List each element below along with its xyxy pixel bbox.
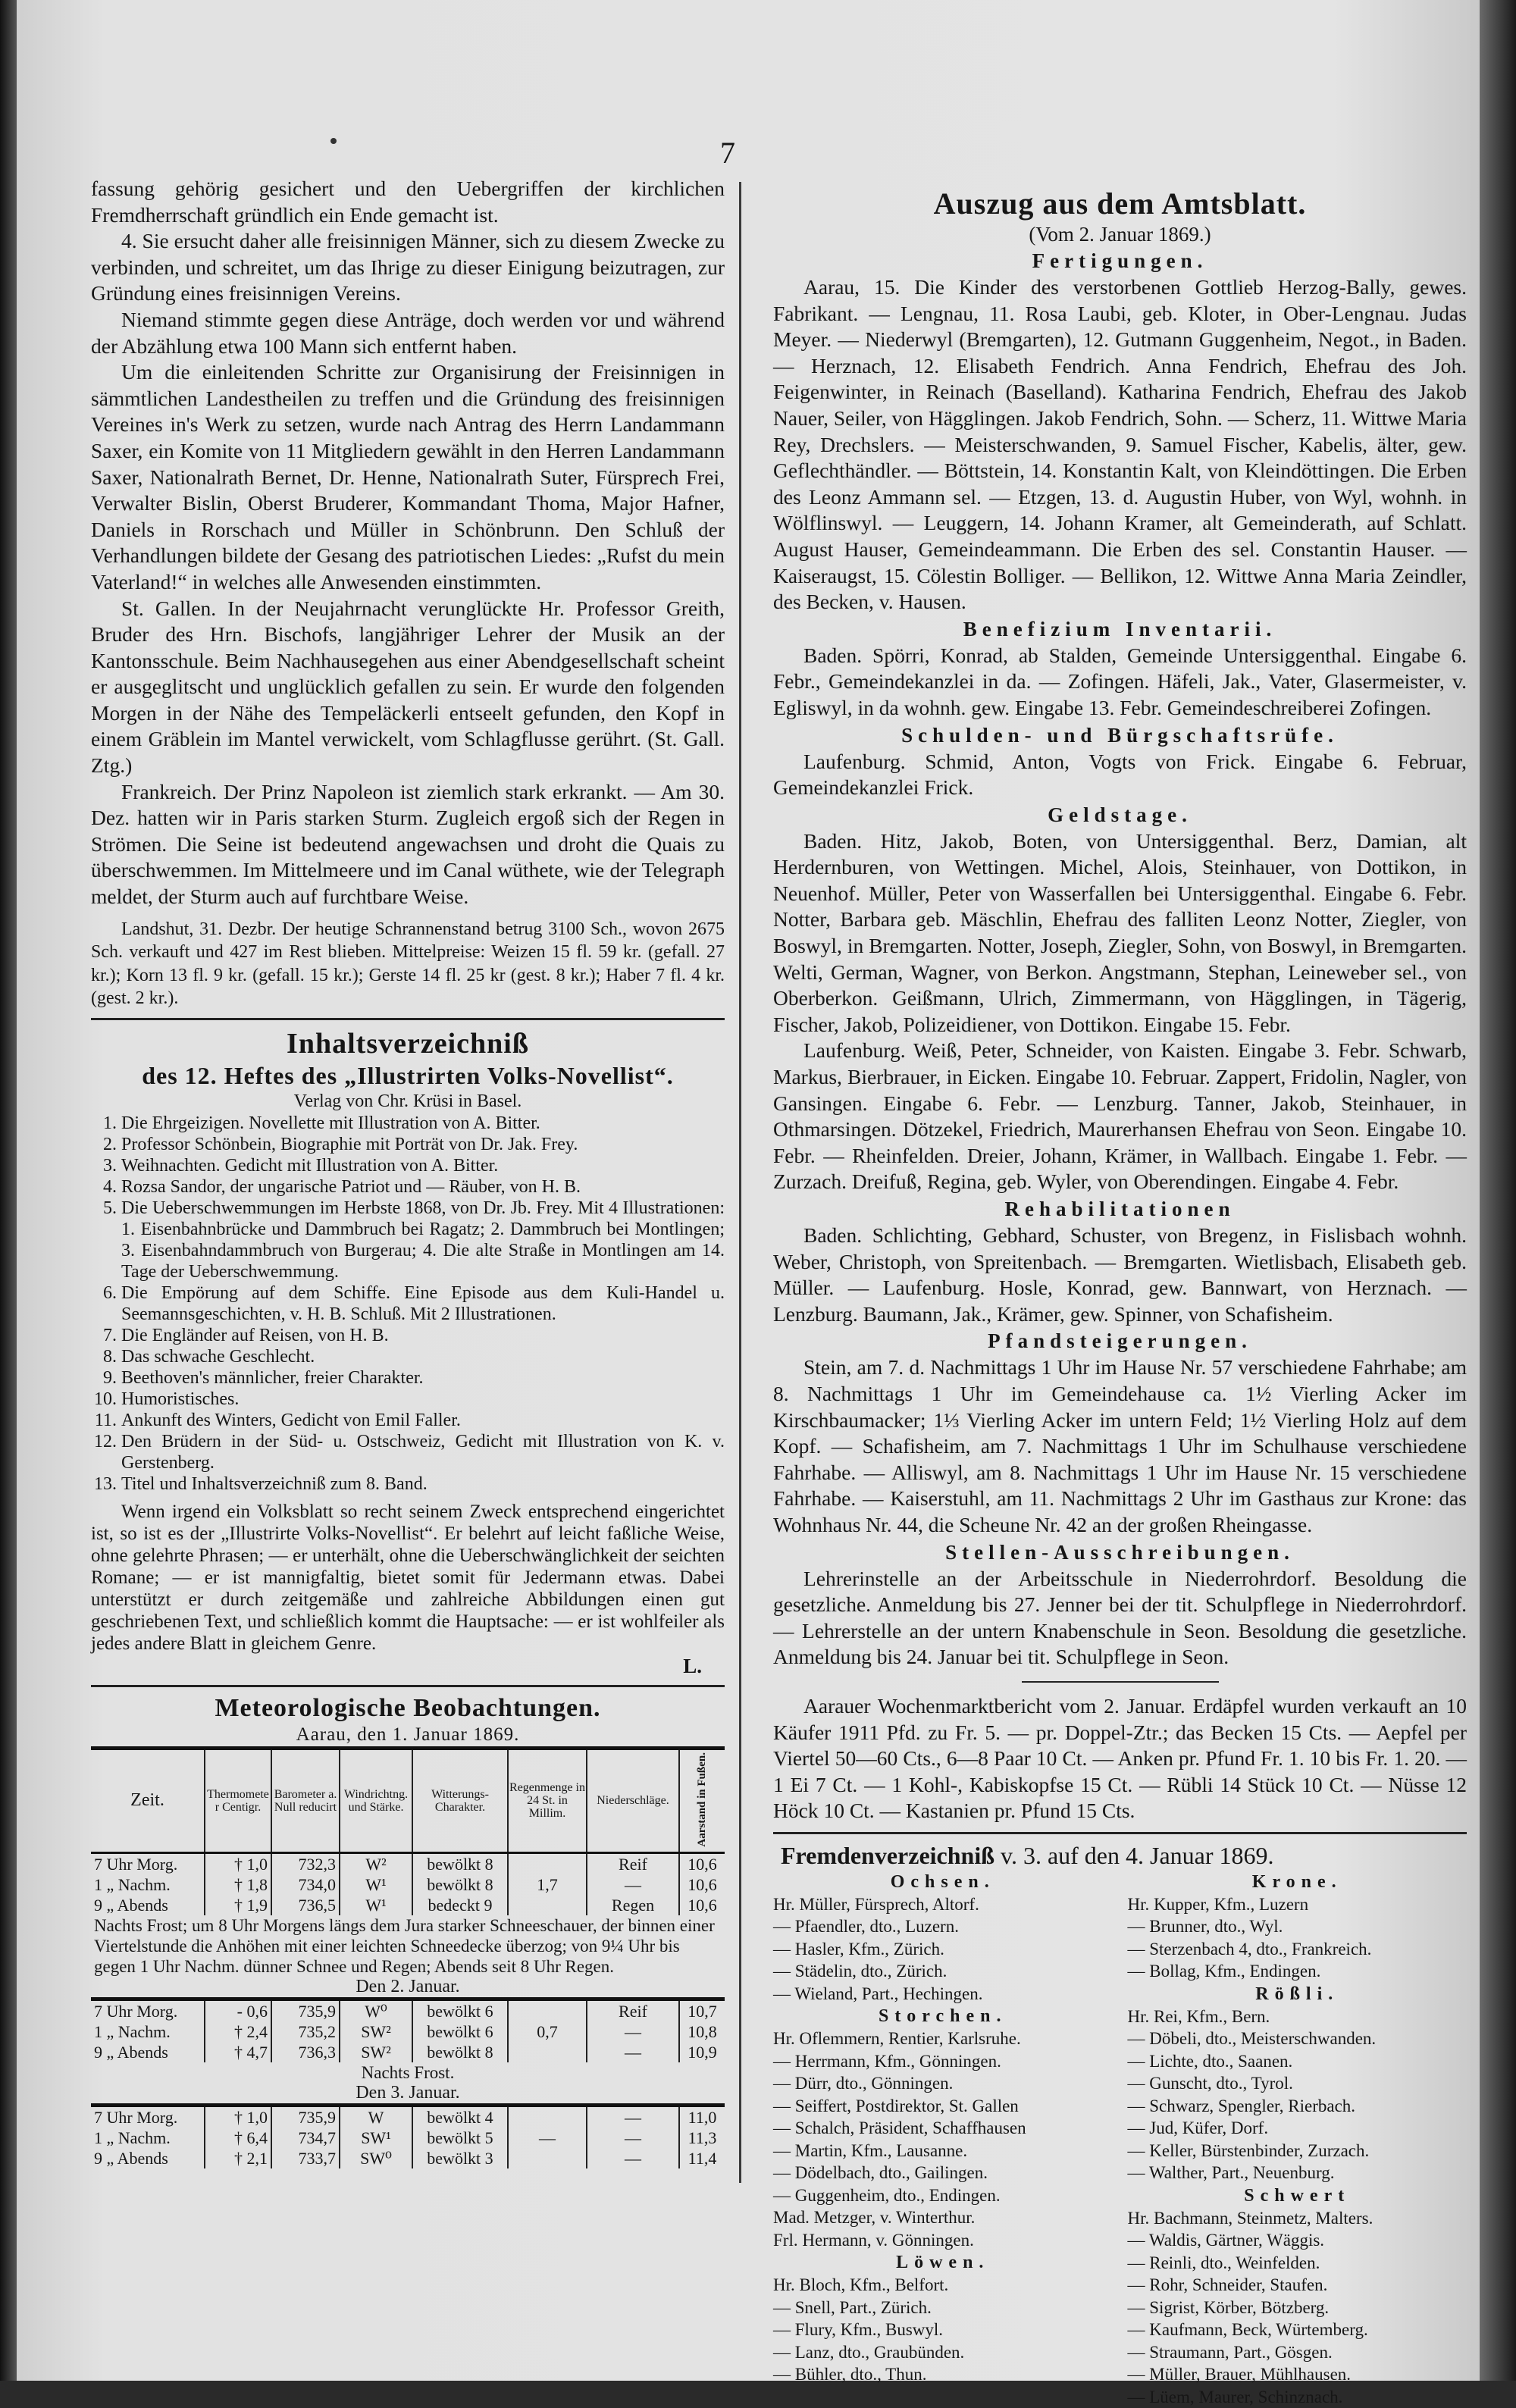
hotel-name: Krone. xyxy=(1251,1871,1342,1892)
weather-row xyxy=(91,2021,725,2042)
toc-item xyxy=(94,1473,725,1495)
right-column-official-gazette xyxy=(773,186,1467,1824)
guest-column xyxy=(1128,1871,1467,2408)
guest-entry: — Müller, Brauer, Mühlhausen. xyxy=(1127,2365,1352,2385)
guest-entry: — Brunner, dto., Wyl. xyxy=(1127,1917,1283,1937)
toc-list xyxy=(91,1113,725,1495)
toc-item xyxy=(94,1389,725,1410)
weather-column-header xyxy=(412,1748,508,1853)
weather-note: Nachts Frost; um 8 Uhr Morgens längs dem Jura starker Schneeschauer, der binnen einer Viertelstunde die Anhöhen mit einer leichten Schneedecke überzog; von 9¼ Uhr bis gegen 1 Uhr Nachm. dünner Schnee und Regen; Abends seit 8 Uhr Regen. xyxy=(94,1916,715,1977)
toc-item-text: Die Empörung auf dem Schiffe. Eine Episode aus dem Kuli-Handel u. Seemannsgeschichten, v. H. B. Schluß. Mit 2 Illustrationen. xyxy=(121,1282,725,1324)
weather-cell: 7 Uhr Morg. xyxy=(94,2002,178,2021)
weather-cell: † 1,0 xyxy=(205,2106,271,2128)
guest-entry: Hr. Rei, Kfm., Bern. xyxy=(1127,2006,1270,2026)
weather-column-header-label: Witterungs-Charakter. xyxy=(431,1787,489,1814)
weather-table-header xyxy=(91,1748,725,1853)
weather-cell: - 0,6 xyxy=(205,1999,271,2022)
toc-item xyxy=(103,1198,725,1282)
guest-entry: — Rohr, Schneider, Staufen. xyxy=(1127,2275,1328,2295)
weather-day-label-row xyxy=(91,2083,725,2106)
weather-cell: bewölkt 8 xyxy=(412,1853,508,1875)
weather-note-row xyxy=(91,2062,725,2083)
toc-item-number: 13. xyxy=(94,1473,117,1494)
weather-column-header xyxy=(91,1748,205,1853)
toc-item-number: 8. xyxy=(103,1346,117,1367)
weather-cell: † 2,4 xyxy=(205,2021,271,2042)
weather-cell: — xyxy=(587,2042,679,2062)
weather-cell: SW² xyxy=(340,2042,412,2062)
weather-cell: W⁰ xyxy=(340,1999,412,2022)
weather-day-rows xyxy=(91,1999,725,2063)
article-paragraph: Frankreich. Der Prinz Napoleon ist ziemlich stark erkrankt. — Am 30. Dez. hatten wir in Paris starken Sturm. Zugleich ergoß sich der Regen in Strömen. Die Seine ist bedeutend angewachsen und droht die Quais zu überschwemmen. Im Mittelmeere und im Canal wüthete, wie der Telegraph meldet, der Sturm auch auf furchtbare Weise. xyxy=(91,779,725,909)
weather-cell: 7 Uhr Morg. xyxy=(94,1855,178,1874)
section-heading: Fertigungen. xyxy=(1032,249,1208,272)
page-number: 7 xyxy=(720,136,735,170)
toc-item xyxy=(94,1431,725,1473)
weather-cell: Regen xyxy=(587,1895,679,1915)
weather-column-header-label: Regenmenge in 24 St. in Millim. xyxy=(509,1781,585,1821)
weather-cell xyxy=(508,1895,587,1915)
weather-row xyxy=(91,2128,725,2148)
toc-item-text: Die Engländer auf Reisen, von H. B. xyxy=(121,1325,389,1345)
guest-entry: — Städelin, dto., Zürich. xyxy=(773,1962,948,1981)
table-of-contents xyxy=(91,1018,725,1677)
toc-item-text: Ankunft des Winters, Gedicht von Emil Faller. xyxy=(121,1410,461,1430)
signature: L. xyxy=(683,1654,702,1677)
weather-cell: 9 „ Abends xyxy=(94,2043,168,2062)
guest-list-date: v. 3. auf den 4. Januar 1869. xyxy=(1001,1841,1274,1869)
section-paragraph: Aarau, 15. Die Kinder des verstorbenen Gottlieb Herzog-Bally, gewes. Fabrikant. — Lengnau, 11. Rosa Laubi, geb. Kloter, in Ober-Lengnau. Judas Meyer. — Niederwyl (Bremgarten), 12. Gutmann Guggenheim, Negot., in Baden. — Herznach, 12. Elisabeth Fendrich. Anna Fendrich, Ehefrau des Joh. Feigenwinter, in Reinach (Baselland). Katharina Fendrich, Ehefrau des Jakob Nauer, Seiler, von Hägglingen. Jakob Fendrich, Sohn. — Scherz, 11. Wittwe Maria Rey, Drechslers. — Meisterschwanden, 9. Samuel Fischer, Kabelis, älter, gew. Geflechthändler. — Böttstein, 14. Konstantin Kalt, von Kleindöttingen. Die Erben des Leonz Ammann sel. — Etzgen, 13. d. Augustin Huber, von Wyl, wohnh. in Wölflinswyl. — Leuggern, 14. Johann Kramer, alt Gemeinderath, auf Schlatt. August Hauser, Gemeindeammann. Die Erben des sel. Constantin Hauser. — Kaiseraugst, 15. Cölestin Bolliger. — Bellikon, 12. Wittwe Anna Maria Zeindler, des Becken, v. Hausen. xyxy=(773,275,1467,614)
left-column xyxy=(91,176,725,2168)
guest-entry: Hr. Bloch, Kfm., Belfort. xyxy=(773,2275,949,2295)
weather-cell: 10,6 xyxy=(679,1874,725,1895)
guest-entry: — Bollag, Kfm., Endingen. xyxy=(1127,1962,1321,1981)
section-heading: Pfandsteigerungen. xyxy=(988,1329,1252,1353)
weather-cell: 735,9 xyxy=(271,1999,340,2022)
section-paragraph: Baden. Schlichting, Gebhard, Schuster, von Bregenz, in Fislisbach wohnh. Weber, Christoph, von Spreitenbach. — Bremgarten. Wietlisbach, Elisabeth geb. Müller. — Laufenburg. Hosle, Konrad, gew. Bannwart, von Herznach. — Lenzburg. Baumann, Jak., Krämer, gew. Spinner, von Schafisheim. xyxy=(773,1223,1467,1326)
toc-item xyxy=(103,1113,725,1134)
toc-item xyxy=(103,1325,725,1346)
weather-cell: 10,9 xyxy=(679,2042,725,2062)
scan-bezel-right xyxy=(1480,0,1516,2381)
weather-cell: 11,0 xyxy=(679,2106,725,2128)
toc-item-number: 4. xyxy=(103,1176,117,1197)
toc-item-number: 7. xyxy=(103,1325,117,1345)
weather-cell: 1 „ Nachm. xyxy=(94,2128,171,2148)
weather-row xyxy=(91,1874,725,1895)
hotel-name: Ochsen. xyxy=(890,1871,995,1892)
guest-entry: — Herrmann, Kfm., Gönningen. xyxy=(773,2051,1001,2071)
market-report: Aarauer Wochenmarktbericht vom 2. Januar. Erdäpfel wurden verkauft an 10 Käufer 1911 Pfd. zu Fr. 5. — pr. Doppel-Ztr.; das Becken 15 Cts. — Aepfel per Viertel 50—60 Cts., 6—8 Paar 10 Ct. — Anken pr. Pfund Fr. 1. 10 bis Fr. 1. 20. — 1 Ei 7 Ct. — 1 Kohl-, Kabiskopfse 15 Ct. — Rübli 14 Stück 10 Ct. — Nüsse 12 Höck 10 Ct. — Kastanien pr. Pfund 15 Cts. xyxy=(773,1693,1467,1823)
weather-cell: 10,8 xyxy=(679,2021,725,2042)
divider xyxy=(91,1685,725,1687)
weather-row xyxy=(91,1999,725,2022)
weather-cell: — xyxy=(587,2148,679,2168)
toc-item-number: 10. xyxy=(94,1389,117,1409)
scan-bezel-left xyxy=(0,0,17,2381)
guest-entry: Hr. Kupper, Kfm., Luzern xyxy=(1127,1894,1309,1914)
weather-cell: 1 „ Nachm. xyxy=(94,2022,171,2042)
toc-item xyxy=(103,1346,725,1367)
weather-cell: 7 Uhr Morg. xyxy=(94,2108,178,2128)
weather-cell: W¹ xyxy=(340,1895,412,1915)
weather-column-header xyxy=(679,1748,725,1853)
toc-item xyxy=(103,1155,725,1176)
toc-item xyxy=(103,1367,725,1389)
left-column-articles xyxy=(91,176,725,1010)
hotel-name: Schwert xyxy=(1244,2185,1351,2206)
guest-entry: — Lüem, Maurer, Schinznach. xyxy=(1127,2387,1343,2406)
weather-cell: SW² xyxy=(340,2021,412,2042)
weather-row xyxy=(91,2148,725,2168)
guest-entry: Mad. Metzger, v. Winterthur. xyxy=(773,2208,976,2228)
weather-cell: † 1,8 xyxy=(205,1874,271,1895)
weather-column-header xyxy=(508,1748,587,1853)
toc-recommendation: Wenn irgend ein Volksblatt so recht seinem Zweck entsprechend eingerichtet ist, so ist es der „Illustrirte Volks-Novellist“. Er belehrt auf leicht faßliche Weise, ohne gelehrte Phrasen; — er unterhält, ohne die Ueberschwänglichkeit der seichten Romane; — er ist mannigfaltig, bietet somit für Jedermann etwas. Dabei unterstützt er durch zeitgemäße und zahlreiche Abbildungen einen gut geschriebenen Text, und schließlich kommt die Hauptsache: — er ist wohlfeiler als jedes andere Blatt in gleichem Genre. xyxy=(91,1501,725,1654)
guest-entry: — Straumann, Part., Gösgen. xyxy=(1127,2342,1333,2362)
weather-cell: Reif xyxy=(587,1999,679,2022)
guest-entry: — Dödelbach, dto., Gailingen. xyxy=(773,2163,988,2183)
guest-entry: — Hasler, Kfm., Zürich. xyxy=(773,1939,944,1959)
weather-cell: 1,7 xyxy=(508,1874,587,1895)
landshut-market-note: Landshut, 31. Dezbr. Der heutige Schrannenstand betrug 3100 Sch., wovon 2675 Sch. verkauft und 427 im Rest blieben. Mittelpreise: Weizen 15 fl. 59 kr. (gefall. 27 kr.); Korn 13 fl. 9 kr. (gefall. 15 kr.); Gerste 14 fl. 25 kr (gest. 8 kr.); Haber 7 fl. 4 kr. (gest. 2 kr.). xyxy=(91,919,725,1009)
guest-entry: — Flury, Kfm., Buswyl. xyxy=(773,2320,944,2340)
weather-row xyxy=(91,1895,725,1915)
divider xyxy=(773,1832,1467,1834)
column-divider xyxy=(739,182,741,2183)
section-heading: Stellen-Ausschreibungen. xyxy=(945,1540,1295,1564)
toc-title: Inhaltsverzeichniß xyxy=(287,1027,529,1060)
weather-cell: † 2,1 xyxy=(205,2148,271,2168)
article-paragraph: 4. Sie ersucht daher alle freisinnigen Männer, sich zu diesem Zwecke zu verbinden, und schreitet, um das Ihrige zu dieser Einigung beizutragen, zur Gründung eines freisinnigen Vereins. xyxy=(91,229,725,305)
weather-cell: 733,7 xyxy=(271,2148,340,2168)
weather-cell: 734,0 xyxy=(271,1874,340,1895)
toc-item xyxy=(103,1134,725,1155)
toc-item-number: 9. xyxy=(103,1367,117,1388)
weather-cell: W xyxy=(340,2106,412,2128)
article-paragraph: Um die einleitenden Schritte zur Organisirung der Freisinnigen in sämmtlichen Landestheilen zu treffen und die Gründung des freisinnigen Vereines in's Werk zu setzen, wurde nach Antrag des Herrn Landammann Saxer, ein Komite von 11 Mitgliedern gewählt in den Herren Landammann Saxer, Nationalrath Bernet, Dr. Henne, Nationalrath Suter, Fürsprech Frei, Verwalter Bislin, Oberst Bruderer, Kommandant Thoma, Major Hafner, Daniels in Rorschach und Müller in Schönbrunn. Den Schluß der Verhandlungen bildete der Gesang des patriotischen Liedes: „Rufst du mein Vaterland!“ in welches alle Anwesenden einstimmten. xyxy=(91,360,725,593)
guest-entry: — Dürr, dto., Gönningen. xyxy=(773,2074,954,2093)
weather-cell: 734,7 xyxy=(271,2128,340,2148)
article-paragraph: Niemand stimmte gegen diese Anträge, doch werden vor und während der Abzählung etwa 100 Mann sich entfernt haben. xyxy=(91,307,725,358)
weather-subtitle: Aarau, den 1. Januar 1869. xyxy=(296,1724,520,1745)
toc-item-text: Professor Schönbein, Biographie mit Porträt von Dr. Jak. Frey. xyxy=(121,1134,578,1154)
weather-cell: bewölkt 3 xyxy=(412,2148,508,2168)
weather-column-header-label: Thermometer Centigr. xyxy=(207,1787,269,1814)
weather-cell: — xyxy=(587,2128,679,2148)
weather-note: Nachts Frost. xyxy=(361,2063,455,2083)
weather-column-header-label: Barometer a. Null reducirt xyxy=(274,1787,337,1814)
weather-cell: 10,6 xyxy=(679,1853,725,1875)
weather-column-header xyxy=(340,1748,412,1853)
guest-entry: — Jud, Küfer, Dorf. xyxy=(1127,2118,1269,2138)
guest-list xyxy=(773,1832,1467,2408)
guest-entry: — Sigrist, Körber, Bötzberg. xyxy=(1127,2297,1330,2317)
section-paragraph: Laufenburg. Weiß, Peter, Schneider, von Kaisten. Eingabe 3. Febr. Schwarb, Markus, Bierbrauer, in Eicken. Eingabe 10. Februar. Zappert, Fridolin, Nagler, von Gansingen. Eingabe 6. Febr. — Lenzburg. Tanner, Jakob, Steinhauer, in Othmarsingen. Dötzekel, Friedrich, Maurerhansen Ehefrau von Seon. Eingabe 10. Febr. — Rheinfelden. Dreier, Johann, Krämer, in Wallbach. Eingabe 1. Febr. — Zurzach. Dreifuß, Regina, geb. Wyler, von Oberendingen. Eingabe 4. Febr. xyxy=(773,1038,1467,1194)
weather-cell: W¹ xyxy=(340,1874,412,1895)
toc-item-number: 5. xyxy=(103,1198,117,1218)
weather-cell: 736,3 xyxy=(271,2042,340,2062)
weather-day-label-row xyxy=(91,1977,725,1999)
weather-cell: — xyxy=(587,2021,679,2042)
weather-cell: bewölkt 4 xyxy=(412,2106,508,2128)
article-paragraph: St. Gallen. In der Neujahrnacht verunglückte Hr. Professor Greith, Bruder des Hrn. Bischofs, langjähriger Lehrer der Musik an der Kantonsschule. Beim Nachhausegehen aus einer Abendgesellschaft scheint er ausgeglitscht und unglücklich gefallen zu sein. Er wurde den folgenden Morgen in der Nähe des Tempeläckerli entseelt gefunden, den Kopf in einem Gräblein im Mantel verwickelt, vom Schlagflusse gerührt. (St. Gall. Ztg.) xyxy=(91,596,725,778)
toc-item-text: Das schwache Geschlecht. xyxy=(121,1346,315,1367)
section-paragraph: Lehrerinstelle an der Arbeitsschule in Niederrohrdorf. Besoldung die gesetzliche. Anmeldung bis 27. Jenner bei der tit. Schulpflege in Niederrohrdorf. — Lehrerstelle an der untern Knabenschule in Seon. Besoldung die gesetzliche. Anmeldung bis 24. Januar bei tit. Schulpflege in Seon. xyxy=(773,1566,1467,1669)
toc-item-number: 1. xyxy=(103,1113,117,1133)
toc-item-text: Die Ueberschwemmungen im Herbste 1868, von Dr. Jb. Frey. Mit 4 Illustrationen: 1. Eisenbahnbrücke und Dammbruch bei Ragatz; 2. Dammbruch bei Montlingen; 3. Eisenbahndammbruch von Burgerau; 4. Die alte Straße in Montlingen am 14. Tage der Ueberschwemmung. xyxy=(121,1198,725,1282)
guest-list-title: Fremdenverzeichniß xyxy=(781,1841,995,1869)
weather-cell xyxy=(508,2106,587,2128)
divider xyxy=(1022,1681,1219,1683)
guest-entry: — Sterzenbach 4, dto., Frankreich. xyxy=(1127,1939,1372,1959)
section-heading: Schulden- und Bürgschaftsrüfe. xyxy=(901,723,1339,747)
weather-cell: bewölkt 5 xyxy=(412,2128,508,2148)
gazette-date: (Vom 2. Januar 1869.) xyxy=(1029,223,1211,246)
weather-cell: 735,2 xyxy=(271,2021,340,2042)
section-paragraph: Baden. Spörri, Konrad, ab Stalden, Gemeinde Untersiggenthal. Eingabe 6. Febr., Gemeindekanzlei in da. — Zofingen. Häfeli, Jak., Vater, Glasermeister, v. Egliswyl, in da wohnh. gew. Eingabe 13. Febr. Gemeindeschreiberei Zofingen. xyxy=(773,643,1467,719)
weather-row xyxy=(91,2042,725,2062)
weather-row xyxy=(91,2106,725,2128)
weather-cell: bewölkt 6 xyxy=(412,2021,508,2042)
hotel-name: Löwen. xyxy=(896,2253,990,2273)
guest-entry: Hr. Müller, Fürsprech, Altorf. xyxy=(773,1894,979,1914)
toc-item xyxy=(103,1282,725,1325)
ink-speck xyxy=(330,138,337,144)
weather-column-header xyxy=(587,1748,679,1853)
weather-title: Meteorologische Beobachtungen. xyxy=(215,1693,601,1722)
toc-item-text: Beethoven's männlicher, freier Charakter. xyxy=(121,1367,424,1388)
toc-subtitle: des 12. Heftes des „Illustrirten Volks-Novellist“. xyxy=(142,1061,674,1089)
weather-cell xyxy=(508,1999,587,2022)
weather-cell: — xyxy=(587,1874,679,1895)
weather-column-header xyxy=(271,1748,340,1853)
guest-entry: Hr. Bachmann, Steinmetz, Malters. xyxy=(1127,2208,1373,2228)
toc-item-number: 12. xyxy=(94,1431,117,1451)
weather-column-header-label: Niederschläge. xyxy=(597,1794,669,1808)
gazette-sections xyxy=(773,247,1467,1671)
weather-cell: — xyxy=(587,2106,679,2128)
weather-cell: 10,7 xyxy=(679,1999,725,2022)
hotel-name: Storchen. xyxy=(878,2006,1007,2027)
guest-entry: Hr. Oflemmern, Rentier, Karlsruhe. xyxy=(773,2029,1021,2049)
toc-item-number: 11. xyxy=(94,1410,117,1430)
divider xyxy=(91,1018,725,1020)
right-column xyxy=(773,186,1467,2408)
weather-row xyxy=(91,1853,725,1875)
weather-cell: 736,5 xyxy=(271,1895,340,1915)
weather-cell: Reif xyxy=(587,1853,679,1875)
weather-cell: 9 „ Abends xyxy=(94,1896,168,1915)
toc-item-text: Humoristisches. xyxy=(121,1389,240,1409)
section-heading: Geldstage. xyxy=(1048,803,1192,826)
gazette-title: Auszug aus dem Amtsblatt. xyxy=(933,186,1307,221)
guest-entry: — Martin, Kfm., Lausanne. xyxy=(773,2140,968,2160)
guest-entry: — Reinli, dto., Weinfelden. xyxy=(1127,2253,1320,2272)
weather-cell: bedeckt 9 xyxy=(412,1895,508,1915)
article-paragraph: fassung gehörig gesichert und den Uebergriffen der kirchlichen Fremdherrschaft gründlich ein Ende gemacht ist. xyxy=(91,177,725,227)
toc-item xyxy=(94,1410,725,1431)
weather-day-rows xyxy=(91,1853,725,1916)
guest-entry: — Snell, Part., Zürich. xyxy=(773,2297,932,2317)
guest-entry: — Bühler, dto., Thun. xyxy=(773,2365,927,2385)
guest-entry: — Wieland, Part., Hechingen. xyxy=(773,1984,983,2003)
toc-item-number: 3. xyxy=(103,1155,117,1176)
guest-entry: — Kaufmann, Beck, Würtemberg. xyxy=(1127,2320,1368,2340)
guest-columns xyxy=(773,1871,1467,2408)
article-paragraphs xyxy=(91,176,725,910)
weather-cell: SW¹ xyxy=(340,2128,412,2148)
section-paragraph: Baden. Hitz, Jakob, Boten, von Untersiggenthal. Berz, Damian, alt Herdernburen, von Wettingen. Michel, Alois, Steinhauer, von Dottikon, in Neuenhof. Müller, Peter von Wasserfallen bei Untersiggenthal. Eingabe 6. Febr. Notter, Barbara geb. Mäschlin, Ehefrau des falliten Leonz Notter, Ziegler, von Boswyl, in Bremgarten. Notter, Joseph, Ziegler, Sohn, von Boswyl, in Bremgarten. Welti, German, Wagner, von Berkon. Angstmann, Stephan, Leineweber sel., von Oberberkon. Geißmann, Ulrich, Zimmermann, von Hägglingen, in Tägerig, Fischer, Jakob, Polizeidiener, von Dottikon. Eingabe 15. Febr. xyxy=(773,828,1467,1036)
guest-entry: — Waldis, Gärtner, Wäggis. xyxy=(1127,2231,1325,2250)
guest-entry: — Lichte, dto., Saanen. xyxy=(1127,2051,1293,2071)
guest-column xyxy=(773,1871,1113,2408)
weather-cell: SW⁰ xyxy=(340,2148,412,2168)
section-heading: Benefizium Inventarii. xyxy=(963,617,1277,640)
toc-item-text: Die Ehrgeizigen. Novellette mit Illustration von A. Bitter. xyxy=(121,1113,540,1133)
weather-cell: — xyxy=(508,2128,587,2148)
weather-cell: 11,4 xyxy=(679,2148,725,2168)
weather-cell: 0,7 xyxy=(508,2021,587,2042)
weather-day-label: Den 3. Januar. xyxy=(356,2083,460,2103)
weather-day-rows xyxy=(91,2106,725,2169)
guest-entry: Frl. Hermann, v. Gönningen. xyxy=(773,2230,974,2250)
hotel-name: Rößli. xyxy=(1255,1984,1339,2004)
weather-cell: bewölkt 8 xyxy=(412,2042,508,2062)
toc-item-number: 6. xyxy=(103,1282,117,1303)
weather-cell: 9 „ Abends xyxy=(94,2149,168,2168)
weather-cell: † 1,0 xyxy=(205,1853,271,1875)
weather-cell xyxy=(508,2148,587,2168)
toc-item-text: Weihnachten. Gedicht mit Illustration von A. Bitter. xyxy=(121,1155,499,1176)
weather-cell: bewölkt 6 xyxy=(412,1999,508,2022)
weather-table xyxy=(91,1746,725,2169)
guest-entry: — Guggenheim, dto., Endingen. xyxy=(773,2185,1001,2205)
weather-cell: † 6,4 xyxy=(205,2128,271,2148)
weather-cell: 1 „ Nachm. xyxy=(94,1875,171,1895)
weather-cell: 10,6 xyxy=(679,1895,725,1915)
toc-item-text: Rozsa Sandor, der ungarische Patriot und — Räuber, von H. B. xyxy=(121,1176,581,1197)
guest-entry: — Gunscht, dto., Tyrol. xyxy=(1127,2074,1293,2093)
weather-column-header xyxy=(205,1748,271,1853)
weather-column-header-label: Zeit. xyxy=(130,1790,164,1811)
weather-cell: 11,3 xyxy=(679,2128,725,2148)
toc-item xyxy=(103,1176,725,1198)
section-heading: Rehabilitationen xyxy=(1004,1198,1236,1220)
weather-cell xyxy=(508,2042,587,2062)
guest-entry: — Keller, Bürstenbinder, Zurzach. xyxy=(1127,2140,1370,2160)
weather-cell xyxy=(508,1853,587,1875)
guest-entry: — Schalch, Präsident, Schaffhausen xyxy=(773,2118,1026,2138)
weather-cell: bewölkt 8 xyxy=(412,1874,508,1895)
toc-publisher: Verlag von Chr. Krüsi in Basel. xyxy=(293,1091,522,1111)
weather-column-header-label: Windrichtng. und Stärke. xyxy=(343,1787,409,1814)
section-paragraph: Laufenburg. Schmid, Anton, Vogts von Frick. Eingabe 6. Februar, Gemeindekanzlei Frick. xyxy=(773,749,1467,800)
weather-cell: W² xyxy=(340,1853,412,1875)
weather-observations xyxy=(91,1685,725,2169)
weather-cell: † 1,9 xyxy=(205,1895,271,1915)
guest-entry: — Döbeli, dto., Meisterschwanden. xyxy=(1127,2029,1377,2049)
toc-item-number: 2. xyxy=(103,1134,117,1154)
guest-entry: — Schwarz, Spengler, Rierbach. xyxy=(1127,2096,1356,2115)
weather-column-header-label: Aarstand in Fußen. xyxy=(696,1752,708,1847)
guest-entry: — Pfaendler, dto., Luzern. xyxy=(773,1917,959,1937)
weather-cell: † 4,7 xyxy=(205,2042,271,2062)
weather-cell: 735,9 xyxy=(271,2106,340,2128)
toc-item-text: Titel und Inhaltsverzeichniß zum 8. Band. xyxy=(121,1473,428,1494)
guest-entry: — Walther, Part., Neuenburg. xyxy=(1127,2163,1335,2183)
weather-note-row xyxy=(91,1915,725,1977)
market-note xyxy=(91,918,725,1010)
guest-entry: — Seiffert, Postdirektor, St. Gallen xyxy=(773,2096,1019,2115)
guest-entry: — Lanz, dto., Graubünden. xyxy=(773,2342,965,2362)
weather-cell: 732,3 xyxy=(271,1853,340,1875)
toc-item-text: Den Brüdern in der Süd- u. Ostschweiz, Gedicht mit Illustration von K. v. Gerstenberg. xyxy=(121,1431,725,1473)
section-paragraph: Stein, am 7. d. Nachmittags 1 Uhr im Hause Nr. 57 verschiedene Fahrhabe; am 8. Nachmittags 1 Uhr im Gemeindehause ca. 1½ Vierling Acker im Kirschbaumacker; 1⅓ Vierling Acker im untern Feld; 1½ Vierling Holz auf dem Kopf. — Schafisheim, am 7. Nachmittags 1 Uhr im Schulhause verschiedene Fahrhabe. — Alliswyl, am 8. Nachmittags 1 Uhr im Hause Nr. 15 verschiedene Fahrhabe. — Kaiserstuhl, am 11. Nachmittags 2 Uhr im Gasthaus zur Krone: das Wohnhaus Nr. 44, die Scheune Nr. 42 an der großen Rheingasse. xyxy=(773,1355,1467,1536)
weather-day-label: Den 2. Januar. xyxy=(356,1977,460,1997)
